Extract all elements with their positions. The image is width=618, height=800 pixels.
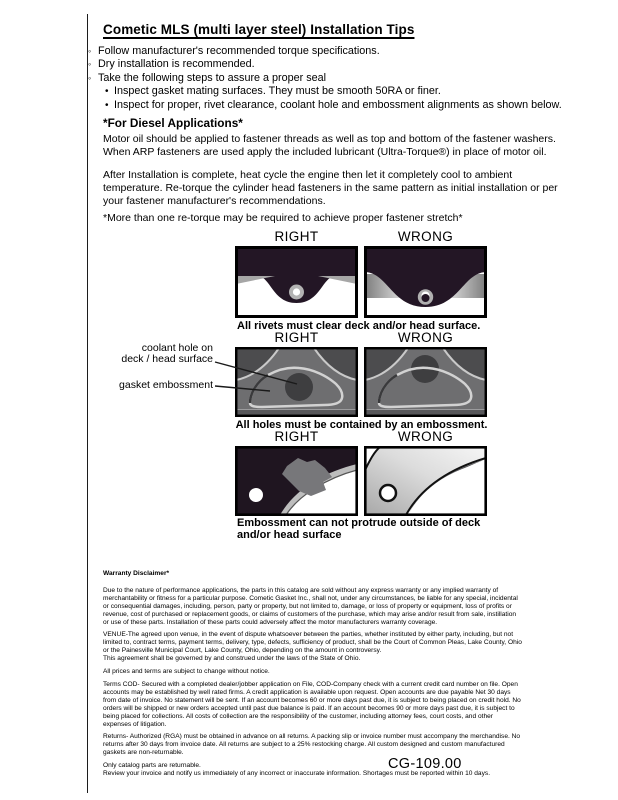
figure-embossment-right-image [235, 446, 358, 516]
warranty-disclaimer-heading: Warranty Disclaimer* [103, 570, 170, 577]
returns-paragraph: Returns- Authorized (RGA) must be obtained in advance on all returns. A packing slip or invoice number must accompany the merchandise. No returns after 30 days from invoice date. All returns are subject to a 25% restocking charge. All custom designed and custom manufactured gaskets are non-returnable. [103, 733, 521, 757]
retorque-note: *More than one re-torque may be required to achieve proper fastener stretch* [103, 212, 463, 224]
right-label: RIGHT [274, 229, 319, 244]
warranty-paragraph: Due to the nature of performance applications, the parts in this catalog are sold without any express warranty or any implied warranty of merchantability or fitness for a particular purpose. Cometic Gasket Inc., shall not, under any circumstances, be liable for any special, incidental or consequential damages, including, person, party or property, but not limited to, damage, or loss of property or equipment, loss of profits or revenue, cost of purchased or replacement goods, or claims of customers of the purchase, which may arise and/or result from sale, instillation or use of these parts. Installation of these parts could adversely affect the motor manufacturers warranty coverage. [103, 586, 518, 626]
circle-bullet-icon: ◦ [88, 59, 92, 70]
circle-bullet-icon: ◦ [88, 72, 92, 83]
list-item-text: Inspect for proper, rivet clearance, coolant hole and embossment alignments as shown below. [114, 98, 562, 111]
list-item-text: Follow manufacturer's recommended torque specifications. [98, 45, 380, 57]
list-item [88, 72, 568, 85]
figure-hole-right-image [235, 347, 358, 417]
figure-embossment-caption: Embossment can not protrude outside of deck and/or head surface [237, 517, 481, 541]
review-invoice-line: Review your invoice and notify us immediately of any incorrect or inaccurate information. Shortages must be reported within 10 days. [103, 770, 491, 778]
installation-tips-list [88, 45, 568, 112]
coolant-hole-annotation: coolant hole on deck / head surface [121, 342, 213, 365]
list-sub-item [105, 85, 568, 98]
dot-bullet-icon: • [105, 86, 109, 98]
wrong-label: WRONG [397, 429, 454, 444]
figure-hole-wrong-image [364, 347, 487, 417]
gasket-embossment-annotation: gasket embossment [119, 379, 213, 391]
wrong-label: WRONG [397, 330, 454, 345]
figure-rivet-caption: All rivets must clear deck and/or head surface. [237, 320, 481, 332]
circle-bullet-icon: ◦ [88, 46, 92, 56]
venue-law-line: This agreement shall be governed by and construed under the laws of the State of Ohio. [103, 655, 361, 663]
warranty-disclaimer [103, 570, 522, 778]
page-edge-rule [87, 14, 88, 793]
figure-rivet-right-image [235, 246, 358, 318]
list-item [88, 58, 568, 71]
diesel-paragraph-2: After Installation is complete, heat cycle the engine then let it completely cool to ambient temperature. Re-torque the cylinder head fasteners in the same pattern as initial installation or per your fastener manufacturer's recommendations. [103, 169, 558, 208]
terms-paragraph: Terms COD- Secured with a completed dealer/jobber application on File, COD-Company check with a current credit card number on file. Open accounts may be established by well rated firms. A credit application is available upon request. Open accounts are due payable Net 30 days from date of invoice. No statement will be sent. If an account becomes 60 or more days past due, it is subject to being placed on credit hold. No orders will be shipped or new orders accepted until past due balance is paid. If an account becomes 90 or more days past due, it is subject to being placed for collections. All costs of collection are the responsibility of the customer, including attorney fees, court costs, and other expenses of litigation. [103, 680, 521, 728]
list-item-text: Dry installation is recommended. [98, 58, 255, 71]
list-item [88, 45, 568, 58]
catalog-parts-line: Only catalog parts are returnable. [103, 762, 201, 770]
right-label: RIGHT [274, 330, 319, 345]
diesel-paragraph-1: Motor oil should be applied to fastener threads as well as top and bottom of the fastener washers. When ARP fasteners are used apply the included lubricant (Ultra-Torque®) in place of motor oil. [103, 133, 556, 159]
diesel-applications-heading: *For Diesel Applications* [103, 116, 243, 130]
list-item-text: Take the following steps to assure a proper seal [98, 71, 327, 84]
figure-embossment-wrong-image [364, 446, 487, 516]
figure-rivet-wrong-image [364, 246, 487, 318]
page-code: CG-109.00 [388, 756, 462, 772]
list-item-text: Inspect gasket mating surfaces. They must be smooth 50RA or finer. [114, 85, 441, 98]
dot-bullet-icon: • [105, 99, 109, 111]
figure-hole-caption: All holes must be contained by an embossment. [235, 419, 488, 431]
venue-paragraph: VENUE-The agreed upon venue, in the event of dispute whatsoever between the parties, whether instituted by either party, including, but not limited to, contract terms, payment terms, delivery, type, defects, sufficiency of product, shall be the Court of Common Pleas, Lake County, Ohio or the Painesville Municipal Court, Lake County, Ohio, depending on the amount in controversy. [103, 631, 522, 655]
prices-line: All prices and terms are subject to change without notice. [103, 668, 270, 676]
right-label: RIGHT [274, 429, 319, 444]
wrong-label: WRONG [397, 229, 454, 244]
list-sub-item [105, 99, 568, 112]
page-title: Cometic MLS (multi layer steel) Installation Tips [103, 22, 415, 37]
